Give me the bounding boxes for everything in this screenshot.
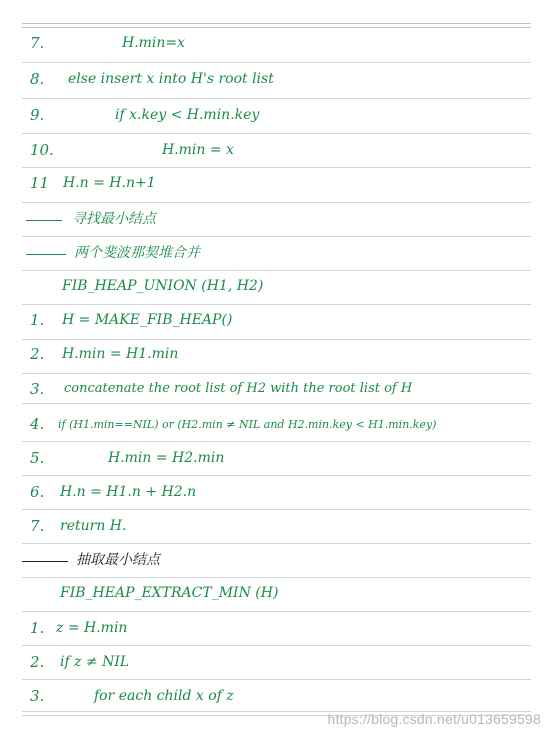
ruled-line bbox=[22, 339, 531, 340]
ruled-line bbox=[22, 62, 531, 63]
line-number: 2. bbox=[30, 345, 45, 363]
line-text: for each child x of z bbox=[94, 688, 234, 704]
heading-dash bbox=[22, 561, 68, 562]
line-text: H.n = H.n+1 bbox=[63, 175, 156, 191]
line-number: 7. bbox=[30, 34, 45, 52]
line-number: 2. bbox=[30, 653, 45, 671]
code-line bbox=[0, 32, 553, 62]
section-heading bbox=[0, 206, 553, 236]
line-number: 1. bbox=[30, 311, 45, 329]
code-line bbox=[0, 172, 553, 202]
code-line bbox=[0, 343, 553, 373]
line-number: 1. bbox=[30, 619, 45, 637]
code-line bbox=[0, 139, 553, 169]
function-signature bbox=[0, 582, 553, 612]
page-top-rule bbox=[22, 27, 531, 28]
code-line bbox=[0, 378, 553, 408]
line-text: if z ≠ NIL bbox=[60, 654, 130, 670]
line-number: 6. bbox=[30, 483, 45, 501]
code-line bbox=[0, 447, 553, 477]
line-number: 4. bbox=[30, 415, 45, 433]
ruled-line bbox=[22, 270, 531, 271]
watermark: https://blog.csdn.net/u013659598 bbox=[327, 711, 541, 727]
heading-label: 抽取最小结点 bbox=[76, 552, 160, 568]
heading-label: 寻找最小结点 bbox=[72, 211, 156, 227]
ruled-line bbox=[22, 202, 531, 203]
line-text: return H. bbox=[60, 518, 127, 534]
ruled-line bbox=[22, 373, 531, 374]
line-number: 10. bbox=[30, 141, 54, 159]
line-number: 11 bbox=[30, 174, 50, 192]
ruled-line bbox=[22, 98, 531, 99]
heading-label: 两个斐波那契堆合并 bbox=[74, 245, 200, 261]
ruled-line bbox=[22, 236, 531, 237]
line-text: H.min = x bbox=[162, 142, 234, 158]
heading-dash bbox=[26, 254, 66, 255]
line-number: 3. bbox=[30, 380, 45, 398]
code-line bbox=[0, 309, 553, 339]
section-heading bbox=[0, 240, 553, 270]
line-text: concatenate the root list of H2 with the root list of H bbox=[64, 381, 413, 396]
line-text: FIB_HEAP_UNION (H1, H2) bbox=[62, 278, 264, 294]
line-text: if x.key < H.min.key bbox=[115, 107, 260, 123]
line-text: else insert x into H's root list bbox=[68, 71, 274, 87]
line-text: H.min = H1.min bbox=[62, 346, 179, 362]
heading-dash bbox=[26, 220, 62, 221]
code-line bbox=[0, 651, 553, 681]
line-text: if (H1.min==NIL) or (H2.min ≠ NIL and H2.min.key < H1.min.key) bbox=[58, 418, 437, 431]
line-number: 3. bbox=[30, 687, 45, 705]
line-text: H.n = H1.n + H2.n bbox=[60, 484, 197, 500]
ruled-line bbox=[22, 577, 531, 578]
code-line bbox=[0, 481, 553, 511]
page-top-rule bbox=[22, 23, 531, 24]
line-number: 8. bbox=[30, 70, 45, 88]
code-line bbox=[0, 617, 553, 647]
section-heading bbox=[0, 547, 553, 577]
function-signature bbox=[0, 275, 553, 305]
code-line bbox=[0, 413, 553, 443]
line-number: 9. bbox=[30, 106, 45, 124]
line-text: H = MAKE_FIB_HEAP() bbox=[62, 312, 233, 328]
code-line bbox=[0, 104, 553, 134]
code-line bbox=[0, 515, 553, 545]
line-text: H.min=x bbox=[122, 35, 186, 51]
code-line bbox=[0, 68, 553, 98]
line-number: 7. bbox=[30, 517, 45, 535]
line-text: H.min = H2.min bbox=[108, 450, 225, 466]
line-number: 5. bbox=[30, 449, 45, 467]
line-text: FIB_HEAP_EXTRACT_MIN (H) bbox=[60, 585, 279, 601]
line-text: z = H.min bbox=[56, 620, 128, 636]
